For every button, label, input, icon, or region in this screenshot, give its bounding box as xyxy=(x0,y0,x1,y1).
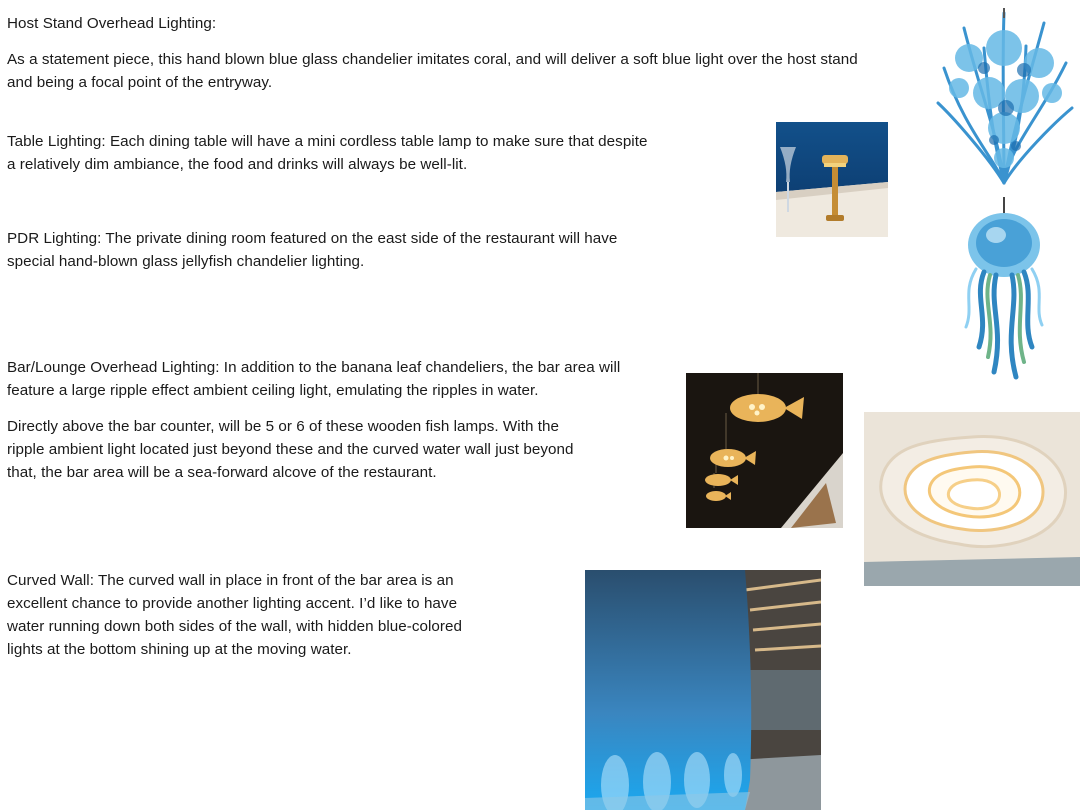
curved-wall-line-2: excellent chance to provide another lighting accent. I’d like to have xyxy=(7,595,458,612)
curved-wall-line-4: lights at the bottom shining up at the moving water. xyxy=(7,641,352,658)
pdr-lighting-line-1: PDR Lighting: The private dining room featured on the east side of the restaurant will have xyxy=(7,230,618,247)
bar-lighting-line-2: feature a large ripple effect ambient ceiling light, emulating the ripples in water. xyxy=(7,382,539,399)
wooden-fish-lamps-image xyxy=(686,373,843,528)
ripple-ceiling-light-image xyxy=(864,412,1080,586)
coral-chandelier-image xyxy=(934,8,1074,194)
host-stand-heading: Host Stand Overhead Lighting: xyxy=(7,15,217,32)
table-lamp-image xyxy=(776,122,888,237)
table-lighting-line-1: Table Lighting: Each dining table will have a mini cordless table lamp to make sure that despite xyxy=(7,133,648,150)
bar-fish-lamps-line-2: ripple ambient light located just beyond these and the curved water wall just beyond xyxy=(7,441,574,458)
bar-lighting-line-1: Bar/Lounge Overhead Lighting: In addition to the banana leaf chandeliers, the bar area will xyxy=(7,359,621,376)
pdr-lighting-line-2: special hand-blown glass jellyfish chandelier lighting. xyxy=(7,253,365,270)
bar-fish-lamps-line-3: that, the bar area will be a sea-forward alcove of the restaurant. xyxy=(7,464,437,481)
curved-wall-line-1: Curved Wall: The curved wall in place in front of the bar area is an xyxy=(7,572,454,589)
curved-wall-line-3: water running down both sides of the wall, with hidden blue-colored xyxy=(7,618,463,635)
jellyfish-chandelier-image xyxy=(934,197,1074,400)
host-stand-text-line-2: and being a focal point of the entryway. xyxy=(7,74,273,91)
curved-water-wall-image xyxy=(585,570,821,810)
bar-fish-lamps-line-1: Directly above the bar counter, will be 5 or 6 of these wooden fish lamps. With the xyxy=(7,418,560,435)
table-lighting-line-2: a relatively dim ambiance, the food and drinks will always be well-lit. xyxy=(7,156,468,173)
host-stand-text-line-1: As a statement piece, this hand blown blue glass chandelier imitates coral, and will deliver a soft blue light over the host stand xyxy=(7,51,858,68)
